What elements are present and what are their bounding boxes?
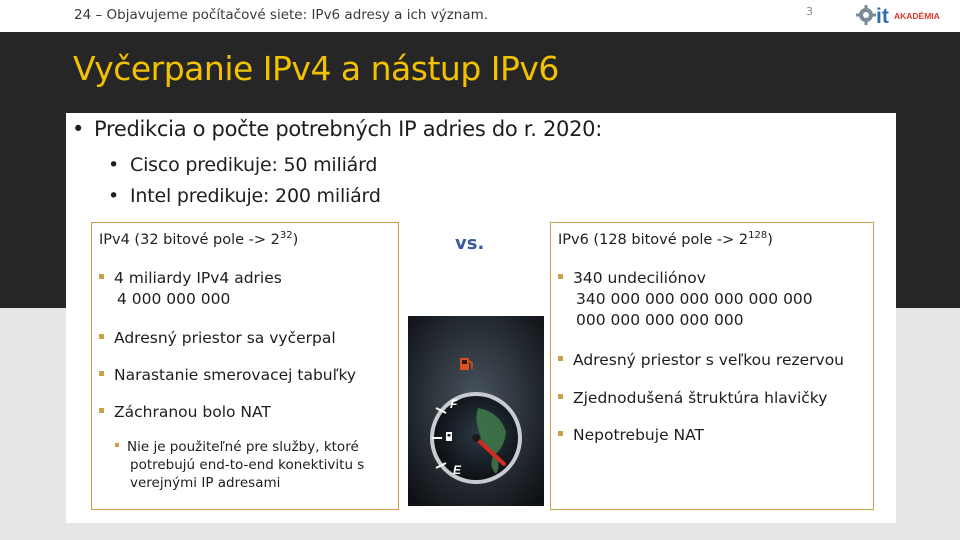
- ipv4-heading: IPv4 (32 bitové pole -> $2^{32}$): [99, 230, 299, 248]
- slide-title: Vyčerpanie IPv4 a nástup IPv6: [73, 49, 559, 88]
- fuel-pump-small-icon: [446, 432, 452, 441]
- ipv6-exponent: 128: [748, 230, 768, 241]
- ipv6-item-header: Zjednodušená štruktúra hlavičky: [558, 388, 827, 409]
- gauge-full-label: F: [450, 397, 458, 411]
- logo-akademia-text: AKADÉMIA: [894, 11, 940, 21]
- gauge-empty-label: E: [453, 463, 462, 477]
- ipv4-sub-item: Nie je použiteľné pre služby, ktoré potrebujú end-to-end konektivitu s verejnými IP adresami: [115, 438, 364, 492]
- ipv6-item-nonat: Nepotrebuje NAT: [558, 425, 704, 446]
- logo-it-text: it: [876, 5, 889, 27]
- ipv6-heading: IPv6 (128 bitové pole -> $2^{128}$): [558, 230, 773, 248]
- fuel-gauge-image: [408, 316, 544, 506]
- sub-bullet-intel-text: Intel predikuje: 200 miliárd: [130, 185, 381, 207]
- ipv6-item-count: 340 undeciliónov 340 000 000 000 000 000 000 000 000 000 000 000: [558, 268, 813, 331]
- ipv4-exponent: 32: [279, 230, 293, 241]
- gear-icon: [856, 5, 876, 25]
- sub-bullet-cisco-text: Cisco predikuje: 50 miliárd: [130, 154, 378, 176]
- sub-bullet-cisco: • Cisco predikuje: 50 miliárd: [108, 154, 378, 176]
- ipv6-item-space: Adresný priestor s veľkou rezervou: [558, 350, 844, 371]
- ipv4-item-count: 4 miliardy IPv4 adries 4 000 000 000: [99, 268, 282, 310]
- page-number: 3: [806, 5, 813, 18]
- main-bullet-text: Predikcia o počte potrebných IP adries do r. 2020:: [94, 117, 602, 141]
- sub-bullet-intel: • Intel predikuje: 200 miliárd: [108, 185, 381, 207]
- main-bullet: • Predikcia o počte potrebných IP adries do r. 2020:: [72, 117, 602, 141]
- it-akademia-logo: [856, 3, 952, 27]
- ipv4-item-routing: Narastanie smerovacej tabuľky: [99, 365, 356, 386]
- ipv4-item-exhausted: Adresný priestor sa vyčerpal: [99, 328, 336, 349]
- ipv4-item-nat: Záchranou bolo NAT: [99, 402, 271, 423]
- vs-label: vs.: [455, 233, 485, 254]
- header-text: 24 – Objavujeme počítačové siete: IPv6 adresy a ich význam.: [74, 7, 489, 23]
